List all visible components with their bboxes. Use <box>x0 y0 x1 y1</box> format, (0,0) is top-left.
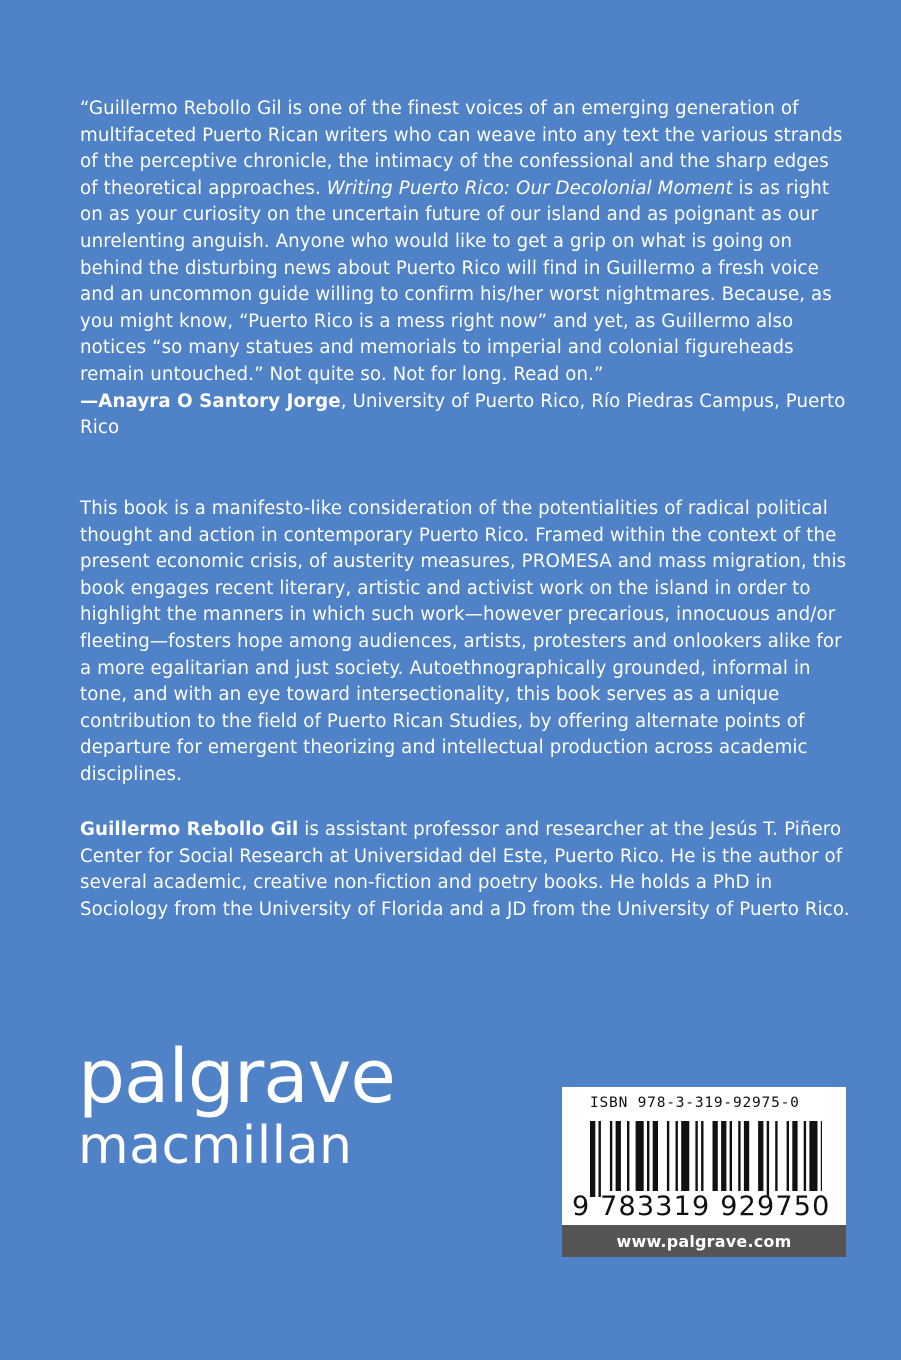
barcode-bar <box>713 1121 718 1191</box>
barcode-bar <box>627 1121 629 1191</box>
barcode-bar <box>695 1121 697 1191</box>
publisher-url: www.palgrave.com <box>562 1225 846 1257</box>
barcode-bar <box>676 1121 678 1191</box>
barcode-bar <box>721 1121 726 1191</box>
isbn-digits: 9 783319 929750 <box>572 1191 831 1222</box>
description-text: This book is a manifesto-like consideration of the potentialities of radical political thought and action in contemporary Puerto Rico. Framed within the context of the present economic crisis, of austerity measures, PROMESA and mass migration, this book engages recent literary, artistic and activist work on the island in order to highlight the manners in which such work—however precarious, innocuous and/or fleeting—fosters hope among audiences, artists, protesters and onlookers alike for a more egalitarian and just society. Autoethnographically grounded, informal in tone, and with an eye toward intersectionality, this book serves as a unique contribution to the field of Puerto Rican Studies, by offering alternate points of departure for emergent theorizing and intellectual production across academic disciplines. <box>80 498 847 785</box>
endorsement-quote <box>80 96 850 442</box>
barcode-bar <box>653 1121 658 1191</box>
barcode-bar <box>681 1121 689 1191</box>
barcode-bar <box>667 1121 669 1191</box>
quote-book-title: Writing Puerto Rico: Our Decolonial Moment <box>326 177 733 199</box>
barcode-bar <box>821 1121 822 1191</box>
bio-text: is assistant professor and researcher at the Jesús T. Piñero Center for Social Research at Universidad del Este, Puerto Rico. He is the author of several academic, creative non-fiction and poetry books. He holds a PhD in Sociology from the University of Florida and a JD from the University of Puerto Rico. <box>80 819 850 920</box>
quote-text-2: is as right on as your curiosity on the uncertain future of our island and as poignant as our unrelenting anguish. Anyone who would like to get a grip on what is going on behind the disturbing news about Puerto Rico will find in Guillermo a fresh voice and an uncommon guide willing to confirm his/her worst nightmares. Because, as you might know, “Puerto Rico is a mess right now” and yet, as Guillermo also notices “so many statues and memorials to imperial and colonial figureheads remain untouched.” Not quite so. Not for long. Read on.” <box>80 177 832 385</box>
logo-line-macmillan: macmillan <box>78 1116 353 1176</box>
barcode-bar <box>616 1121 621 1191</box>
publisher-logo <box>78 1034 395 1176</box>
barcode-bar <box>647 1121 649 1191</box>
barcode-bars <box>590 1121 822 1197</box>
book-description <box>80 496 850 789</box>
barcode-bar <box>610 1121 612 1191</box>
barcode-bar <box>804 1121 806 1191</box>
barcode-bar <box>792 1121 797 1191</box>
barcode-bar <box>787 1121 789 1191</box>
quote-attribution-name: —Anayra O Santory Jorge <box>80 390 341 412</box>
barcode-bar <box>758 1121 763 1191</box>
barcode-bar <box>775 1121 777 1191</box>
barcode-bar <box>636 1121 644 1191</box>
barcode-bar <box>744 1121 749 1191</box>
quote-attribution-affiliation: , University of Puerto Rico, Río Piedras Campus, Puerto Rico <box>80 390 846 439</box>
quote-text-1: “Guillermo Rebollo Gil is one of the finest voices of an emerging generation of multifaceted Puerto Rican writers who can weave into any text the various strands of the perceptive chronicle, the intimacy of the confessional and the sharp edges of theoretical approaches. <box>80 98 843 199</box>
logo-line-palgrave: palgrave <box>78 1034 395 1120</box>
author-name: Guillermo Rebollo Gil <box>80 819 299 840</box>
isbn-label: ISBN 978-3-319-92975-0 <box>590 1095 800 1111</box>
barcode-bar <box>701 1121 703 1191</box>
barcode-bar <box>730 1121 732 1191</box>
author-bio <box>80 817 850 923</box>
barcode-bar <box>590 1121 595 1197</box>
barcode-bar <box>809 1121 817 1191</box>
barcode-bar <box>599 1121 601 1197</box>
barcode-bar <box>738 1121 740 1191</box>
isbn-barcode <box>562 1087 846 1225</box>
barcode-bar <box>767 1121 769 1197</box>
